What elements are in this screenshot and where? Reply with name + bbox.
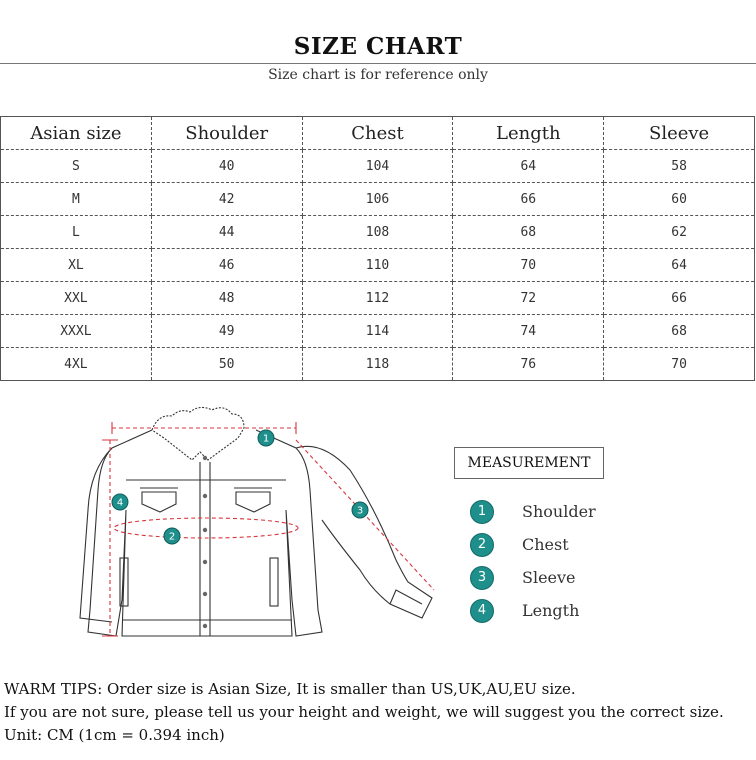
legend-label: Shoulder [522,502,596,521]
table-cell: L [1,216,152,249]
table-cell: 42 [151,183,302,216]
column-header: Length [453,117,604,150]
tip-line: Unit: CM (1cm = 0.394 inch) [4,726,225,744]
table-cell: XL [1,249,152,282]
svg-text:3: 3 [356,505,364,517]
number-2-icon: 2 [470,533,494,557]
table-cell: 70 [604,348,755,381]
table-cell: 50 [151,348,302,381]
table-cell: 76 [453,348,604,381]
table-cell: 64 [604,249,755,282]
table-cell: 104 [302,150,453,183]
table-cell: 68 [453,216,604,249]
table-cell: 114 [302,315,453,348]
table-row [1,348,755,381]
table-row [1,249,755,282]
table-cell: 72 [453,282,604,315]
table-cell: 66 [453,183,604,216]
jacket-left-pocket [142,492,176,512]
svg-text:2: 2 [168,531,176,543]
jacket-right-pocket [236,492,270,512]
legend-label: Chest [522,535,569,554]
page-title: SIZE CHART [293,33,463,60]
column-header: Asian size [1,117,152,150]
jacket-collar [152,407,244,460]
legend-label: Length [522,601,580,620]
tip-line: If you are not sure, please tell us your height and weight, we will suggest you the correct size. [4,703,724,721]
page-subtitle: Size chart is for reference only [268,67,488,83]
table-cell: M [1,183,152,216]
table-header-row [1,117,755,150]
table-cell: XXXL [1,315,152,348]
column-header: Chest [302,117,453,150]
title-divider [0,63,756,64]
number-3-icon: 3 [470,566,494,590]
legend-label: Sleeve [522,568,576,587]
table-cell: S [1,150,152,183]
table-row [1,315,755,348]
number-1-icon: 1 [470,500,494,524]
table-cell: 58 [604,150,755,183]
table-cell: 106 [302,183,453,216]
size-table [0,116,755,381]
legend-item [470,566,690,599]
table-cell: 48 [151,282,302,315]
table-cell: 60 [604,183,755,216]
table-cell: 46 [151,249,302,282]
svg-text:1: 1 [262,433,270,445]
table-cell: 68 [604,315,755,348]
table-cell: 70 [453,249,604,282]
table-cell: 110 [302,249,453,282]
table-cell: XXL [1,282,152,315]
column-header: Shoulder [151,117,302,150]
table-row [1,150,755,183]
table-cell: 108 [302,216,453,249]
table-cell: 74 [453,315,604,348]
table-row [1,183,755,216]
column-header: Sleeve [604,117,755,150]
table-row [1,216,755,249]
chest-measure-line [114,518,298,538]
measurement-heading: MEASUREMENT [454,447,604,479]
table-cell: 118 [302,348,453,381]
measurement-legend [470,500,690,632]
jacket-diagram [60,400,450,660]
table-cell: 49 [151,315,302,348]
jacket-left-sleeve [80,448,112,622]
table-cell: 64 [453,150,604,183]
legend-item [470,533,690,566]
legend-item [470,500,690,533]
number-4-icon: 4 [470,599,494,623]
table-cell: 62 [604,216,755,249]
legend-item [470,599,690,632]
table-cell: 40 [151,150,302,183]
jacket-body [88,430,322,636]
svg-text:4: 4 [116,497,124,509]
table-row [1,282,755,315]
warm-tips [4,678,754,747]
table-cell: 112 [302,282,453,315]
table-cell: 44 [151,216,302,249]
table-cell: 4XL [1,348,152,381]
tip-line: WARM TIPS: Order size is Asian Size, It is smaller than US,UK,AU,EU size. [4,680,576,698]
table-cell: 66 [604,282,755,315]
